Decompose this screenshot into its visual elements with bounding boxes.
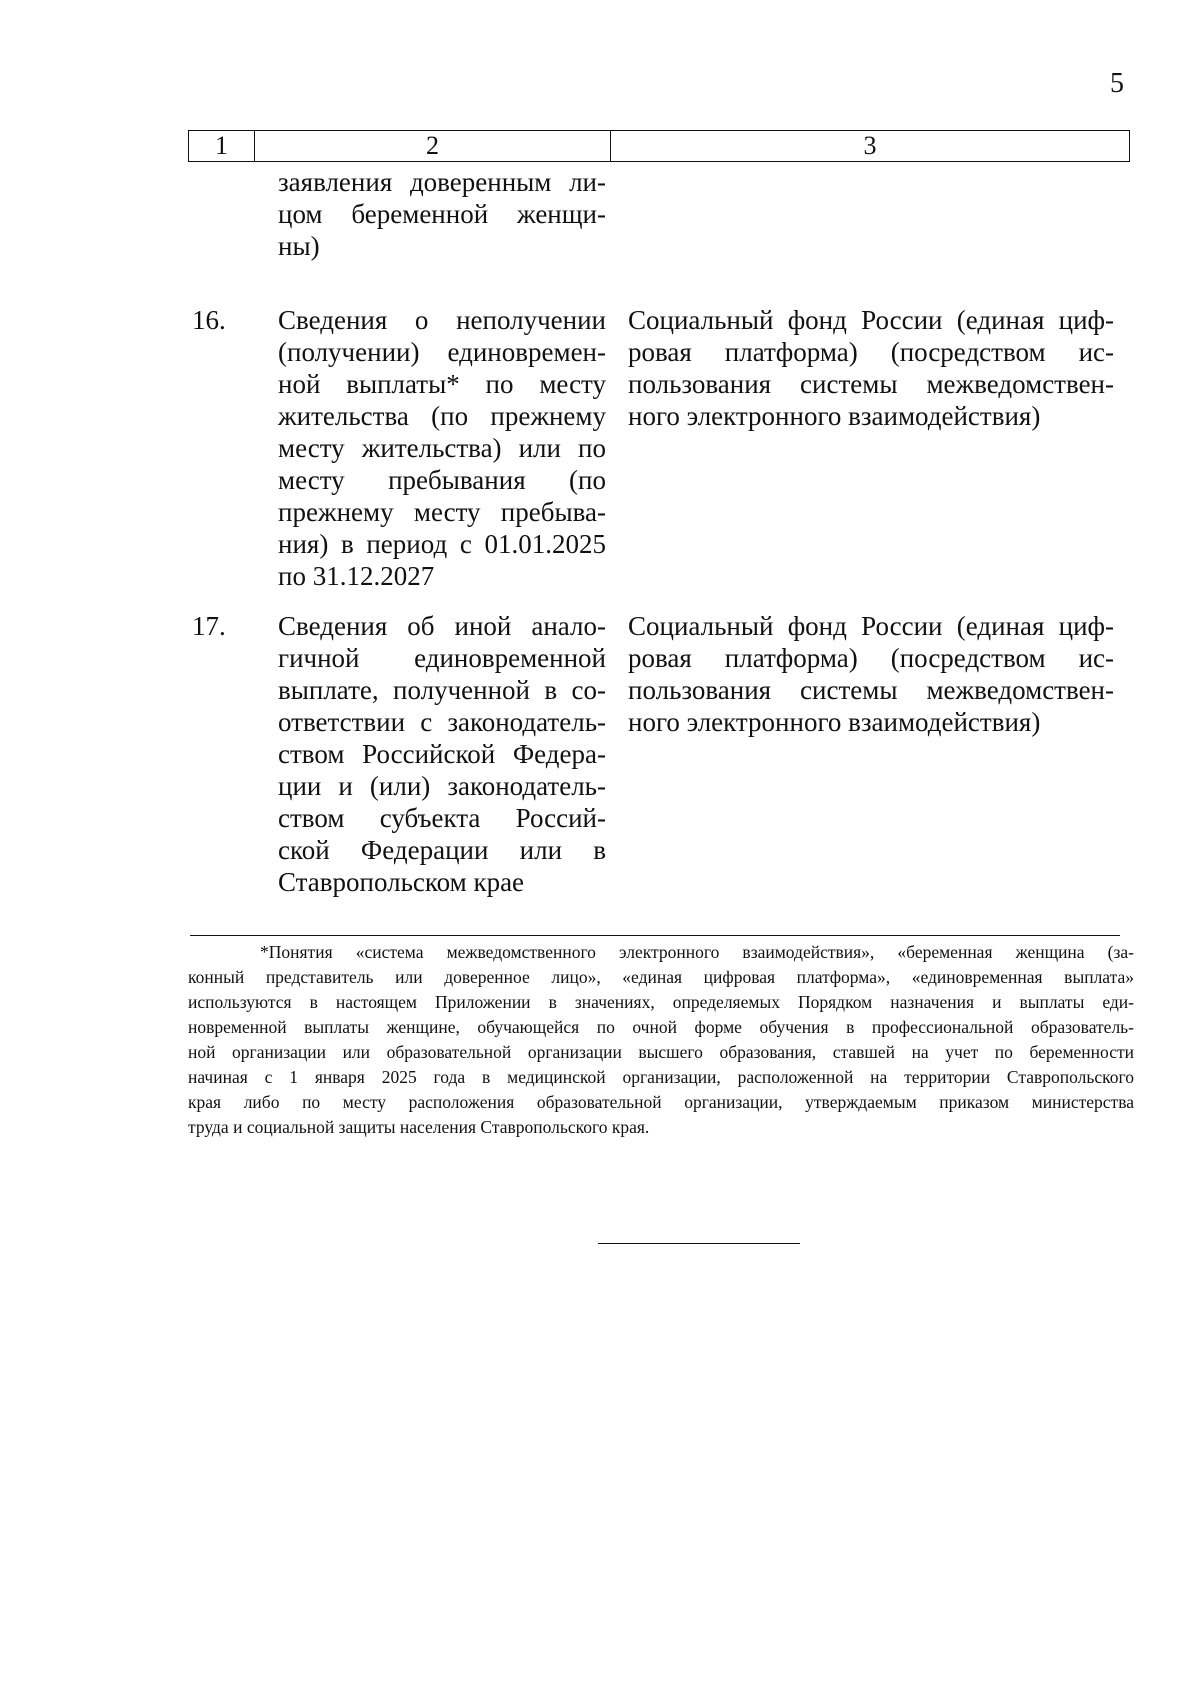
source-line: ровая платформа) (посредством ис- (628, 643, 1114, 673)
description-line: (получении) единовремен- (278, 337, 606, 367)
description-line: Сведения об иной анало- (278, 611, 606, 641)
description-line: заявления доверенным ли- (278, 167, 606, 197)
header-cell-col1: 1 (189, 131, 255, 161)
description-line: ской Федерации или в (278, 835, 606, 865)
description-line: гичной единовременной (278, 643, 606, 673)
description-line: ством Российской Федера- (278, 739, 606, 769)
footnote-line: ной организации или образовательной организации высшего образования, ставшей на учет по беременности (188, 1042, 1134, 1062)
footnote-line: труда и социальной защиты населения Ставропольского края. (188, 1117, 650, 1137)
description-line: ны) (278, 231, 320, 261)
description-line: месту пребывания (по (278, 465, 606, 495)
row-source (628, 610, 1114, 738)
description-line: месту жительства) или по (278, 433, 606, 463)
description-line: выплате, полученной в со- (278, 675, 606, 705)
description-line: цом беременной женщи- (278, 199, 606, 229)
footnote-line: начиная с 1 января 2025 года в медицинской организации, расположенной на территории Ставропольского (188, 1067, 1134, 1087)
footnote (188, 940, 1134, 1140)
document-end-rule (598, 1243, 800, 1244)
footnote-line: *Понятия «система межведомственного электронного взаимодействия», «беременная женщина (за- (260, 942, 1134, 962)
header-cell-col3: 3 (863, 131, 877, 160)
source-line: ного электронного взаимодействия) (628, 707, 1041, 737)
description-line: ния) в период с 01.01.2025 (278, 529, 606, 559)
source-line: пользования системы межведомствен- (628, 369, 1114, 399)
description-line: Сведения о неполучении (278, 305, 606, 335)
description-line: ответствии с законодатель- (278, 707, 606, 737)
row-number: 16. (192, 305, 226, 335)
row-description (278, 166, 606, 262)
source-line: Социальный фонд России (единая циф- (628, 611, 1114, 641)
row-source (628, 304, 1114, 432)
description-line: ции и (или) законодатель- (278, 771, 606, 801)
description-line: ной выплаты* по месту (278, 369, 606, 399)
table-header-row (188, 130, 1130, 162)
description-line: прежнему месту пребыва- (278, 497, 606, 527)
source-line: ного электронного взаимодействия) (628, 401, 1041, 431)
row-description (278, 304, 606, 592)
header-cell-col2: 2 (255, 131, 611, 161)
source-line: ровая платформа) (посредством ис- (628, 337, 1114, 367)
description-line: ством субъекта Россий- (278, 803, 606, 833)
footnote-line: новременной выплаты женщине, обучающейся по очной форме обучения в профессиональной образователь- (188, 1017, 1134, 1037)
footnote-line: используются в настоящем Приложении в значениях, определяемых Порядком назначения и выплаты еди- (188, 992, 1134, 1012)
row-number: 17. (192, 611, 226, 641)
source-line: пользования системы межведомствен- (628, 675, 1114, 705)
footnote-line: края либо по месту расположения образовательной организации, утверждаемым приказом министерства (188, 1092, 1134, 1112)
footnote-line: конный представитель или доверенное лицо», «единая цифровая платформа», «единовременная выплата» (188, 967, 1134, 987)
description-line: по 31.12.2027 (278, 561, 435, 591)
page-number: 5 (1110, 68, 1124, 99)
description-line: Ставропольском крае (278, 867, 525, 897)
description-line: жительства (по прежнему (278, 401, 606, 431)
row-description (278, 610, 606, 898)
footnote-divider (190, 935, 1120, 936)
source-line: Социальный фонд России (единая циф- (628, 305, 1114, 335)
